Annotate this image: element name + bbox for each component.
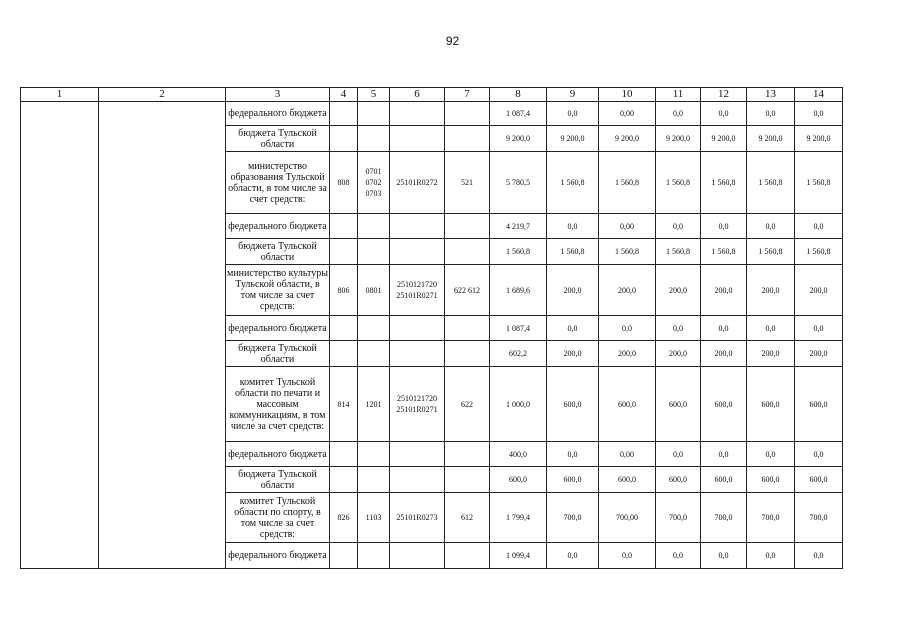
code-expense-type: 622 xyxy=(445,367,490,442)
column-header-13: 13 xyxy=(747,88,795,102)
value-cell: 0,0 xyxy=(547,102,599,126)
row-description: федерального бюджета xyxy=(226,442,330,467)
code-section xyxy=(358,543,390,569)
code-target: 2510121720 25101R0271 xyxy=(390,265,445,316)
column-header-12: 12 xyxy=(701,88,747,102)
value-cell: 0,0 xyxy=(599,543,656,569)
row-description: федерального бюджета xyxy=(226,543,330,569)
value-cell: 1 689,6 xyxy=(490,265,547,316)
code-glava xyxy=(330,341,358,367)
value-cell: 1 560,8 xyxy=(747,239,795,265)
value-cell: 600,0 xyxy=(547,367,599,442)
row-description: бюджета Тульской области xyxy=(226,126,330,152)
value-cell: 1 560,8 xyxy=(795,239,843,265)
value-cell: 0,0 xyxy=(795,214,843,239)
value-cell: 0,0 xyxy=(656,442,701,467)
code-target xyxy=(390,214,445,239)
column-header-5: 5 xyxy=(358,88,390,102)
value-cell: 0,0 xyxy=(701,316,747,341)
column-header-14: 14 xyxy=(795,88,843,102)
value-cell: 0,0 xyxy=(747,214,795,239)
value-cell: 0,0 xyxy=(656,102,701,126)
value-cell: 5 780,5 xyxy=(490,152,547,214)
budget-table xyxy=(20,87,843,569)
value-cell: 700,0 xyxy=(701,493,747,543)
row-description: федерального бюджета xyxy=(226,214,330,239)
value-cell: 9 200,0 xyxy=(490,126,547,152)
value-cell: 0,0 xyxy=(795,316,843,341)
code-target xyxy=(390,543,445,569)
value-cell: 9 200,0 xyxy=(747,126,795,152)
value-cell: 1 799,4 xyxy=(490,493,547,543)
value-cell: 200,0 xyxy=(747,341,795,367)
row-description: федерального бюджета xyxy=(226,102,330,126)
code-section: 0701 0702 0703 xyxy=(358,152,390,214)
code-target: 2510121720 25101R0271 xyxy=(390,367,445,442)
code-expense-type xyxy=(445,239,490,265)
value-cell: 0,00 xyxy=(599,102,656,126)
value-cell: 9 200,0 xyxy=(701,126,747,152)
table-body xyxy=(21,102,843,569)
code-glava xyxy=(330,214,358,239)
value-cell: 600,0 xyxy=(599,367,656,442)
value-cell: 0,0 xyxy=(747,316,795,341)
merged-cell-col2 xyxy=(99,102,226,569)
code-target xyxy=(390,467,445,493)
value-cell: 0,0 xyxy=(747,543,795,569)
code-expense-type xyxy=(445,316,490,341)
code-target xyxy=(390,126,445,152)
code-glava: 826 xyxy=(330,493,358,543)
code-glava xyxy=(330,102,358,126)
value-cell: 400,0 xyxy=(490,442,547,467)
code-target xyxy=(390,239,445,265)
column-header-6: 6 xyxy=(390,88,445,102)
code-section: 1201 xyxy=(358,367,390,442)
value-cell: 700,00 xyxy=(599,493,656,543)
value-cell: 0,0 xyxy=(747,442,795,467)
column-header-3: 3 xyxy=(226,88,330,102)
table-header-row xyxy=(21,88,843,102)
code-section xyxy=(358,126,390,152)
merged-cell-col1 xyxy=(21,102,99,569)
value-cell: 1 000,0 xyxy=(490,367,547,442)
page-number: 92 xyxy=(445,34,460,48)
value-cell: 1 087,4 xyxy=(490,102,547,126)
value-cell: 0,0 xyxy=(547,442,599,467)
value-cell: 0,0 xyxy=(599,316,656,341)
value-cell: 700,0 xyxy=(795,493,843,543)
code-expense-type: 622 612 xyxy=(445,265,490,316)
value-cell: 0,0 xyxy=(547,214,599,239)
value-cell: 200,0 xyxy=(547,341,599,367)
code-target: 25101R0273 xyxy=(390,493,445,543)
column-header-9: 9 xyxy=(547,88,599,102)
value-cell: 600,0 xyxy=(656,367,701,442)
code-section: 0801 xyxy=(358,265,390,316)
value-cell: 1 560,8 xyxy=(795,152,843,214)
value-cell: 700,0 xyxy=(547,493,599,543)
code-glava: 808 xyxy=(330,152,358,214)
value-cell: 0,0 xyxy=(747,102,795,126)
value-cell: 9 200,0 xyxy=(795,126,843,152)
value-cell: 200,0 xyxy=(599,341,656,367)
value-cell: 0,0 xyxy=(656,316,701,341)
code-expense-type xyxy=(445,543,490,569)
code-section xyxy=(358,239,390,265)
value-cell: 600,0 xyxy=(547,467,599,493)
value-cell: 1 560,8 xyxy=(599,152,656,214)
value-cell: 200,0 xyxy=(701,265,747,316)
value-cell: 1 560,8 xyxy=(656,152,701,214)
code-expense-type xyxy=(445,341,490,367)
code-section: 1103 xyxy=(358,493,390,543)
code-glava: 814 xyxy=(330,367,358,442)
code-glava xyxy=(330,543,358,569)
column-header-11: 11 xyxy=(656,88,701,102)
value-cell: 1 560,8 xyxy=(547,239,599,265)
value-cell: 602,2 xyxy=(490,341,547,367)
value-cell: 600,0 xyxy=(747,467,795,493)
code-expense-type xyxy=(445,214,490,239)
code-section xyxy=(358,214,390,239)
value-cell: 9 200,0 xyxy=(599,126,656,152)
code-target: 25101R0272 xyxy=(390,152,445,214)
value-cell: 0,0 xyxy=(701,102,747,126)
value-cell: 0,0 xyxy=(547,543,599,569)
code-glava xyxy=(330,442,358,467)
value-cell: 1 560,8 xyxy=(599,239,656,265)
value-cell: 600,0 xyxy=(747,367,795,442)
value-cell: 200,0 xyxy=(701,341,747,367)
value-cell: 0,00 xyxy=(599,214,656,239)
value-cell: 700,0 xyxy=(747,493,795,543)
column-header-2: 2 xyxy=(99,88,226,102)
code-section xyxy=(358,316,390,341)
value-cell: 600,0 xyxy=(795,367,843,442)
value-cell: 600,0 xyxy=(701,367,747,442)
value-cell: 600,0 xyxy=(656,467,701,493)
value-cell: 9 200,0 xyxy=(656,126,701,152)
value-cell: 200,0 xyxy=(656,341,701,367)
value-cell: 700,0 xyxy=(656,493,701,543)
code-section xyxy=(358,341,390,367)
row-description: бюджета Тульской области xyxy=(226,239,330,265)
row-description: министерство культуры Тульской области, в том числе за счет средств: xyxy=(226,265,330,316)
value-cell: 0,0 xyxy=(656,214,701,239)
code-expense-type xyxy=(445,126,490,152)
value-cell: 0,00 xyxy=(599,442,656,467)
code-glava: 806 xyxy=(330,265,358,316)
value-cell: 200,0 xyxy=(547,265,599,316)
value-cell: 0,0 xyxy=(547,316,599,341)
value-cell: 1 560,8 xyxy=(490,239,547,265)
value-cell: 0,0 xyxy=(795,543,843,569)
code-target xyxy=(390,442,445,467)
value-cell: 600,0 xyxy=(795,467,843,493)
row-description: бюджета Тульской области xyxy=(226,467,330,493)
row-description: комитет Тульской области по спорту, в том числе за счет средств: xyxy=(226,493,330,543)
column-header-10: 10 xyxy=(599,88,656,102)
code-target xyxy=(390,316,445,341)
value-cell: 1 560,8 xyxy=(656,239,701,265)
value-cell: 0,0 xyxy=(701,543,747,569)
value-cell: 200,0 xyxy=(795,265,843,316)
value-cell: 0,0 xyxy=(795,102,843,126)
column-header-1: 1 xyxy=(21,88,99,102)
column-header-7: 7 xyxy=(445,88,490,102)
code-expense-type xyxy=(445,467,490,493)
value-cell: 1 560,8 xyxy=(701,152,747,214)
code-glava xyxy=(330,316,358,341)
value-cell: 600,0 xyxy=(599,467,656,493)
value-cell: 9 200,0 xyxy=(547,126,599,152)
value-cell: 0,0 xyxy=(701,214,747,239)
row-description: комитет Тульской области по печати и массовым коммуникациям, в том числе за счет средств: xyxy=(226,367,330,442)
value-cell: 200,0 xyxy=(795,341,843,367)
code-glava xyxy=(330,239,358,265)
value-cell: 0,0 xyxy=(795,442,843,467)
value-cell: 600,0 xyxy=(701,467,747,493)
code-section xyxy=(358,442,390,467)
value-cell: 1 560,8 xyxy=(747,152,795,214)
value-cell: 600,0 xyxy=(490,467,547,493)
value-cell: 1 099,4 xyxy=(490,543,547,569)
code-expense-type xyxy=(445,442,490,467)
code-expense-type: 612 xyxy=(445,493,490,543)
table-row xyxy=(21,102,843,126)
value-cell: 1 560,8 xyxy=(701,239,747,265)
code-section xyxy=(358,467,390,493)
value-cell: 1 560,8 xyxy=(547,152,599,214)
row-description: федерального бюджета xyxy=(226,316,330,341)
column-header-4: 4 xyxy=(330,88,358,102)
code-section xyxy=(358,102,390,126)
value-cell: 1 087,4 xyxy=(490,316,547,341)
code-expense-type xyxy=(445,102,490,126)
value-cell: 200,0 xyxy=(747,265,795,316)
code-target xyxy=(390,341,445,367)
row-description: министерство образования Тульской области, в том числе за счет средств: xyxy=(226,152,330,214)
code-glava xyxy=(330,126,358,152)
value-cell: 200,0 xyxy=(656,265,701,316)
column-header-8: 8 xyxy=(490,88,547,102)
value-cell: 4 219,7 xyxy=(490,214,547,239)
value-cell: 0,0 xyxy=(656,543,701,569)
value-cell: 0,0 xyxy=(701,442,747,467)
code-glava xyxy=(330,467,358,493)
value-cell: 200,0 xyxy=(599,265,656,316)
code-target xyxy=(390,102,445,126)
code-expense-type: 521 xyxy=(445,152,490,214)
row-description: бюджета Тульской области xyxy=(226,341,330,367)
